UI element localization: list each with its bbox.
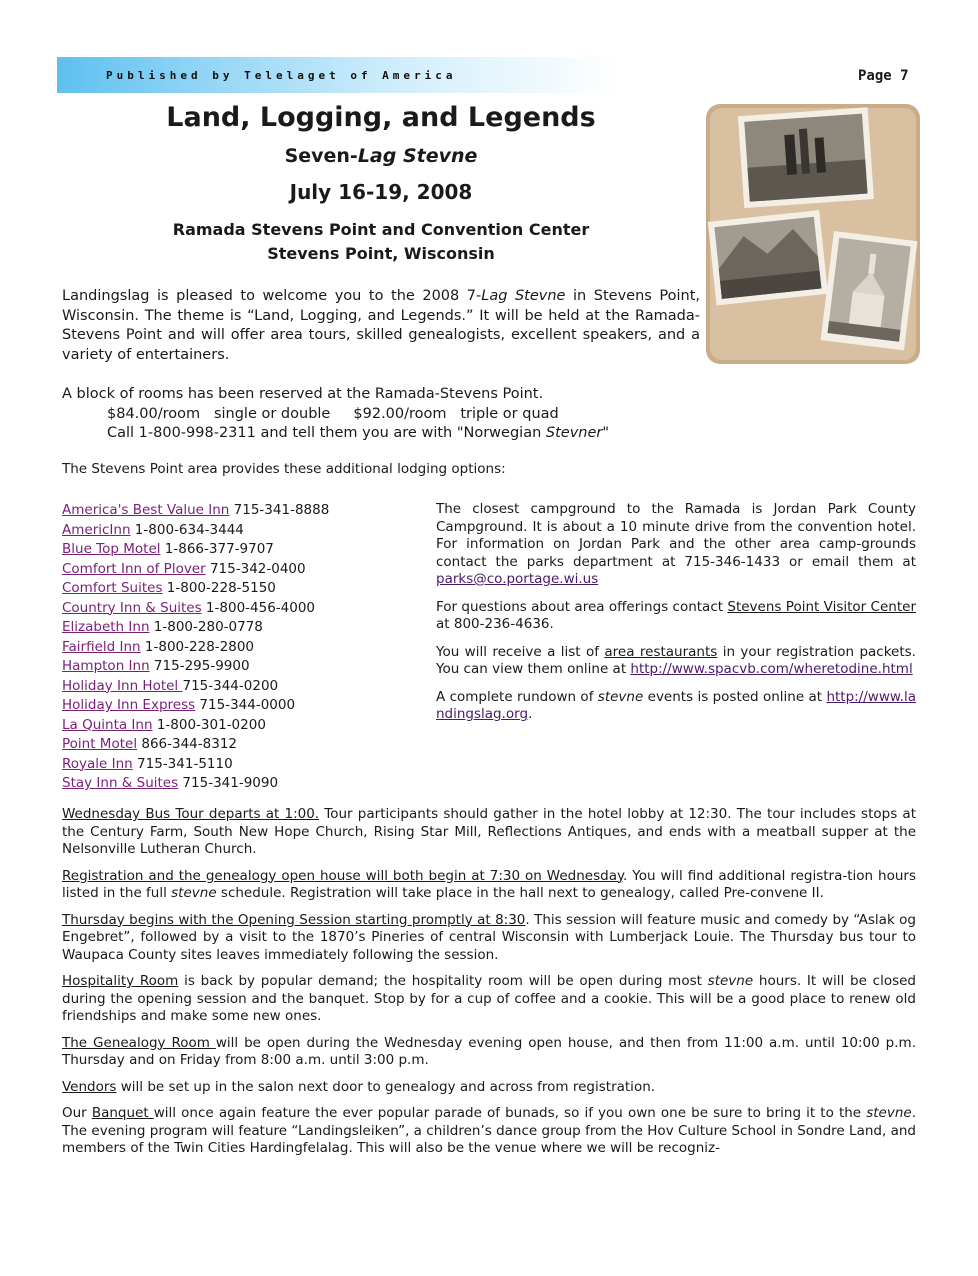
hotel-link[interactable]: Fairfield Inn — [62, 638, 141, 655]
wheretodine-url-link[interactable]: http://www.spacvb.com/wheretodine.html — [630, 661, 913, 677]
hotel-item: Blue Top Motel 1-866-377-9707 — [62, 541, 274, 557]
right-column — [436, 501, 916, 734]
hotel-link[interactable]: Country Inn & Suites — [62, 599, 202, 616]
registration-paragraph: Registration and the genealogy open house will both begin at 7:30 on Wednesday. You will find additional registra-tion hours listed in the full stevne schedule. Registration will take place in the hall next to genealogy, called Pre-convene II. — [62, 867, 916, 901]
restaurants-link[interactable]: area restaurants — [604, 643, 718, 660]
hotel-item: Point Motel 866-344-8312 — [62, 736, 238, 752]
visitor-center-link[interactable]: Stevens Point Visitor Center — [727, 598, 916, 615]
opening-session-paragraph: Thursday begins with the Opening Session starting promptly at 8:30. This session will feature music and comedy by “Aslak og Engebret”, followed by a visit to the 1870’s Pineries of central Wisconsin with Lumberjack Louie. The Thursday bus tour to Waupaca County sites leaves immediately following the session. — [62, 911, 916, 963]
rooms-lead: A block of rooms has been reserved at the Ramada-Stevens Point. — [62, 386, 544, 402]
hotel-link[interactable]: Hampton Inn — [62, 658, 150, 674]
hotel-item: America's Best Value Inn 715-341-8888 — [62, 502, 330, 518]
room-call: Call 1-800-998-2311 and tell them you are with "Norwegian Stevner" — [107, 425, 610, 441]
event-dates: July 16-19, 2008 — [289, 180, 473, 204]
intro-paragraph: Landingslag is pleased to welcome you to the 2008 7-Lag Stevne in Stevens Point, Wisconsin. The theme is “Land, Logging, and Legends.” It will be held at the Ramada-Stevens Point and will offer area tours, skilled genealogists, excellent speakers, and a variety of entertainers. — [62, 288, 701, 363]
parks-email-link[interactable]: parks@co.portage.wi.us — [436, 571, 599, 587]
event-title: Land, Logging, and Legends — [166, 102, 596, 133]
landingslag-url-link[interactable]: http://www.landingslag.org — [436, 688, 916, 722]
campground-paragraph: The closest campground to the Ramada is Jordan Park County Campground. It is about a 10 minute drive from the convention hotel. For information on Jordan Park and the other area camp-grounds contact the parks department at 715-346-1433 or email them at parks@co.portage.wi.us — [436, 501, 916, 587]
hospitality-paragraph: Hospitality Room is back by popular demand; the hospitality room will be open during most stevne hours. It will be closed during the opening session and the banquet. Stop by for a cup of coffee and a cookie. This will be a good place to renew old friendships and make some new ones. — [62, 973, 916, 1024]
banquet-paragraph: Our Banquet will once again feature the ever popular parade of bunads, so if you own one be sure to bring it to the stevne. The evening program will feature “Landingsleiken”, a children’s dance group from the Hov Culture School in Sondre Land, and members of the Twin Cities Hardingfelalag. This will also be the venue where we will be recogniz- — [62, 1105, 916, 1156]
hotel-item: Comfort Inn of Plover 715-342-0400 — [62, 560, 306, 577]
page-number: Page 7 — [858, 68, 909, 84]
genealogy-room-paragraph: The Genealogy Room will be open during the Wednesday evening open house, and then from 11:00 a.m. until 10:00 p.m. Thursday and on Friday from 8:00 a.m. until 3:00 p.m. — [62, 1034, 916, 1068]
hotel-item: Elizabeth Inn 1-800-280-0778 — [62, 619, 263, 635]
hotel-item: Hampton Inn 715-295-9900 — [62, 658, 250, 674]
hotel-link[interactable]: Comfort Suites — [62, 580, 163, 596]
event-subtitle: Seven-Lag Stevne — [284, 145, 478, 167]
hotel-item: Country Inn & Suites 1-800-456-4000 — [62, 599, 316, 616]
vintage-photo-collage — [706, 104, 920, 364]
hotel-link[interactable]: Holiday Inn Express — [62, 697, 196, 713]
hotel-link[interactable]: AmericInn — [62, 521, 131, 538]
hotel-link[interactable]: Elizabeth Inn — [62, 619, 150, 635]
venue-name: Ramada Stevens Point and Convention Center — [172, 220, 590, 239]
room-rates: $84.00/room single or double $92.00/room triple or quad — [107, 405, 559, 422]
vendors-paragraph: Vendors will be set up in the salon next door to genealogy and across from registration. — [62, 1078, 656, 1095]
hotel-link[interactable]: Comfort Inn of Plover — [62, 560, 206, 577]
bus-tour-paragraph: Wednesday Bus Tour departs at 1:00. Tour participants should gather in the hotel lobby at 12:30. The tour includes stops at the Century Farm, South New Hope Church, Rising Star Mill, Reflections Antiques, and ends with a meatball supper at the Nelsonville Lutheran Church. — [62, 806, 916, 857]
hotel-link[interactable]: America's Best Value Inn — [62, 502, 230, 518]
hotel-link[interactable]: La Quinta Inn — [62, 716, 153, 733]
lodging-lead: The Stevens Point area provides these additional lodging options: — [62, 461, 506, 477]
event-details — [62, 806, 916, 1167]
restaurants-paragraph: You will receive a list of area restaurants in your registration packets. You can view them online at http://www.spacvb.com/wheretodine.html — [436, 643, 916, 677]
hotel-link[interactable]: Royale Inn — [62, 755, 133, 772]
visitor-paragraph: For questions about area offerings contact Stevens Point Visitor Center at 800-236-4636. — [436, 598, 916, 632]
hotel-item: Holiday Inn Express 715-344-0000 — [62, 697, 296, 713]
hotel-link[interactable]: Stay Inn & Suites — [62, 775, 179, 791]
hotel-list — [62, 501, 412, 794]
rundown-paragraph: A complete rundown of stevne events is posted online at http://www.landingslag.org. — [436, 688, 916, 722]
hotel-item: Royale Inn 715-341-5110 — [62, 755, 233, 772]
hotel-item: Fairfield Inn 1-800-228-2800 — [62, 638, 255, 655]
hotel-item: Stay Inn & Suites 715-341-9090 — [62, 775, 279, 791]
title-block — [100, 100, 662, 266]
publisher-line: Published by Telelaget of America — [106, 69, 457, 82]
room-block — [62, 385, 700, 444]
hotel-link[interactable]: Point Motel — [62, 736, 138, 752]
hotel-link[interactable]: Holiday Inn Hotel — [62, 677, 183, 694]
hotel-item: La Quinta Inn 1-800-301-0200 — [62, 716, 266, 733]
hotel-item: Comfort Suites 1-800-228-5150 — [62, 580, 276, 596]
venue-city: Stevens Point, Wisconsin — [267, 244, 495, 263]
hotel-link[interactable]: Blue Top Motel — [62, 541, 161, 557]
hotel-item: Holiday Inn Hotel 715-344-0200 — [62, 677, 279, 694]
hotel-item: AmericInn 1-800-634-3444 — [62, 521, 244, 538]
